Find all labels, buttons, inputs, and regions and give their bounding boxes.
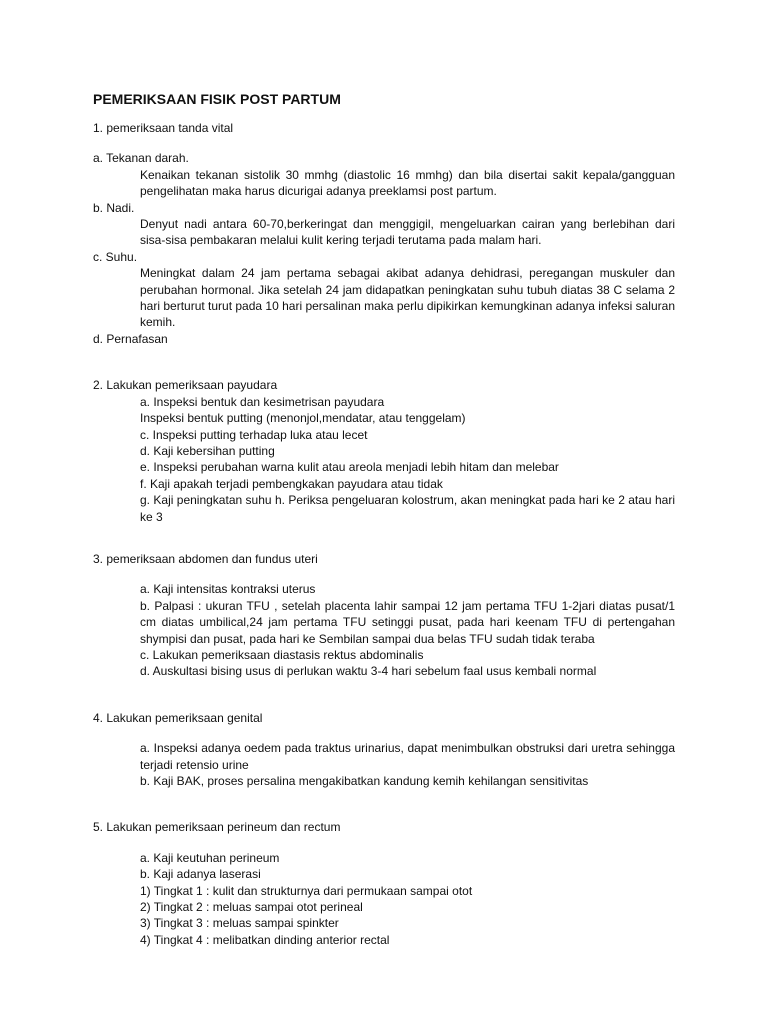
section-4-list: [140, 740, 675, 789]
list-item: d. Auskultasi bising usus di perlukan waktu 3-4 hari sebelum faal usus kembali normal: [140, 664, 597, 679]
list-item: e. Inspeksi perubahan warna kulit atau areola menjadi lebih hitam dan melebar: [140, 460, 559, 475]
section-2-heading: 2. Lakukan pemeriksaan payudara: [93, 378, 278, 393]
section-5-list: [140, 850, 675, 948]
vital-a-label: a. Tekanan darah.: [93, 151, 189, 166]
section-5-heading: 5. Lakukan pemeriksaan perineum dan rectum: [93, 820, 341, 835]
list-item: a. Inspeksi bentuk dan kesimetrisan payudara: [140, 394, 385, 409]
vital-a-text: Kenaikan tekanan sistolik 30 mmhg (diastolic 16 mmhg) dan bila disertai sakit kepala/gangguan pengelihatan maka harus dicurigai adanya preeklamsi post partum.: [140, 167, 675, 199]
list-item: d. Kaji kebersihan putting: [140, 443, 275, 458]
section-3-list: [140, 581, 675, 679]
list-item: c. Lakukan pemeriksaan diastasis rektus abdominalis: [140, 647, 424, 662]
section-2-list: [140, 394, 675, 525]
section-4-heading: 4. Lakukan pemeriksaan genital: [93, 710, 263, 725]
section-1-heading: 1. pemeriksaan tanda vital: [93, 121, 234, 135]
list-item: a. Inspeksi adanya oedem pada traktus urinarius, dapat menimbulkan obstruksi dari uretra sehingga terjadi retensio urine: [140, 741, 675, 772]
list-item: 3) Tingkat 3 : meluas sampai spinkter: [140, 916, 339, 931]
list-item: g. Kaji peningkatan suhu h. Periksa pengeluaran kolostrum, akan meningkat pada hari ke 2 atau hari ke 3: [140, 493, 675, 524]
list-item: a. Kaji keutuhan perineum: [140, 850, 280, 865]
list-item: a. Kaji intensitas kontraksi uterus: [140, 582, 316, 597]
vital-c-label: c. Suhu.: [93, 249, 138, 264]
list-item: c. Inspeksi putting terhadap luka atau lecet: [140, 427, 368, 442]
vital-c-text: Meningkat dalam 24 jam pertama sebagai akibat adanya dehidrasi, peregangan muskuler dan perubahan hormonal. Jika setelah 24 jam didapatkan peningkatan suhu tubuh diatas 38 C selama 2 hari berturut turut pada 10 hari persalinan maka perlu dipikirkan kemungkinan adanya infeksi saluran kemih.: [140, 266, 675, 330]
document-content: [93, 90, 675, 948]
list-item: 2) Tingkat 2 : meluas sampai otot perineal: [140, 900, 363, 915]
list-item: b. Kaji adanya laserasi: [140, 867, 261, 882]
list-item: b. Kaji BAK, proses persalina mengakibatkan kandung kemih kehilangan sensitivitas: [140, 774, 589, 788]
document-title: PEMERIKSAAN FISIK POST PARTUM: [93, 91, 341, 107]
list-item: Inspeksi bentuk putting (menonjol,mendatar, atau tenggelam): [140, 411, 466, 426]
list-item: 4) Tingkat 4 : melibatkan dinding anterior rectal: [140, 932, 390, 947]
list-item: 1) Tingkat 1 : kulit dan strukturnya dari permukaan sampai otot: [140, 883, 473, 898]
list-item: f. Kaji apakah terjadi pembengkakan payudara atau tidak: [140, 476, 443, 491]
section-3-heading: 3. pemeriksaan abdomen dan fundus uteri: [93, 551, 318, 566]
vital-b-label: b. Nadi.: [93, 200, 135, 215]
list-item: b. Palpasi : ukuran TFU , setelah placenta lahir sampai 12 jam pertama TFU 1-2jari diatas pusat/1 cm diatas umbilical,24 jam pertama TFU setinggi pusat, pada hari keenam TFU di pertengahan shympisi dan pusat, pada hari ke Sembilan sampai dua belas TFU sudah tidak teraba: [140, 598, 675, 646]
vital-d-label: d. Pernafasan: [93, 331, 168, 346]
vital-b-text: Denyut nadi antara 60-70,berkeringat dan menggigil, mengeluarkan cairan yang berlebihan dari sisa-sisa pembakaran melalui kulit kering terjadi terutama pada malam hari.: [140, 217, 675, 248]
